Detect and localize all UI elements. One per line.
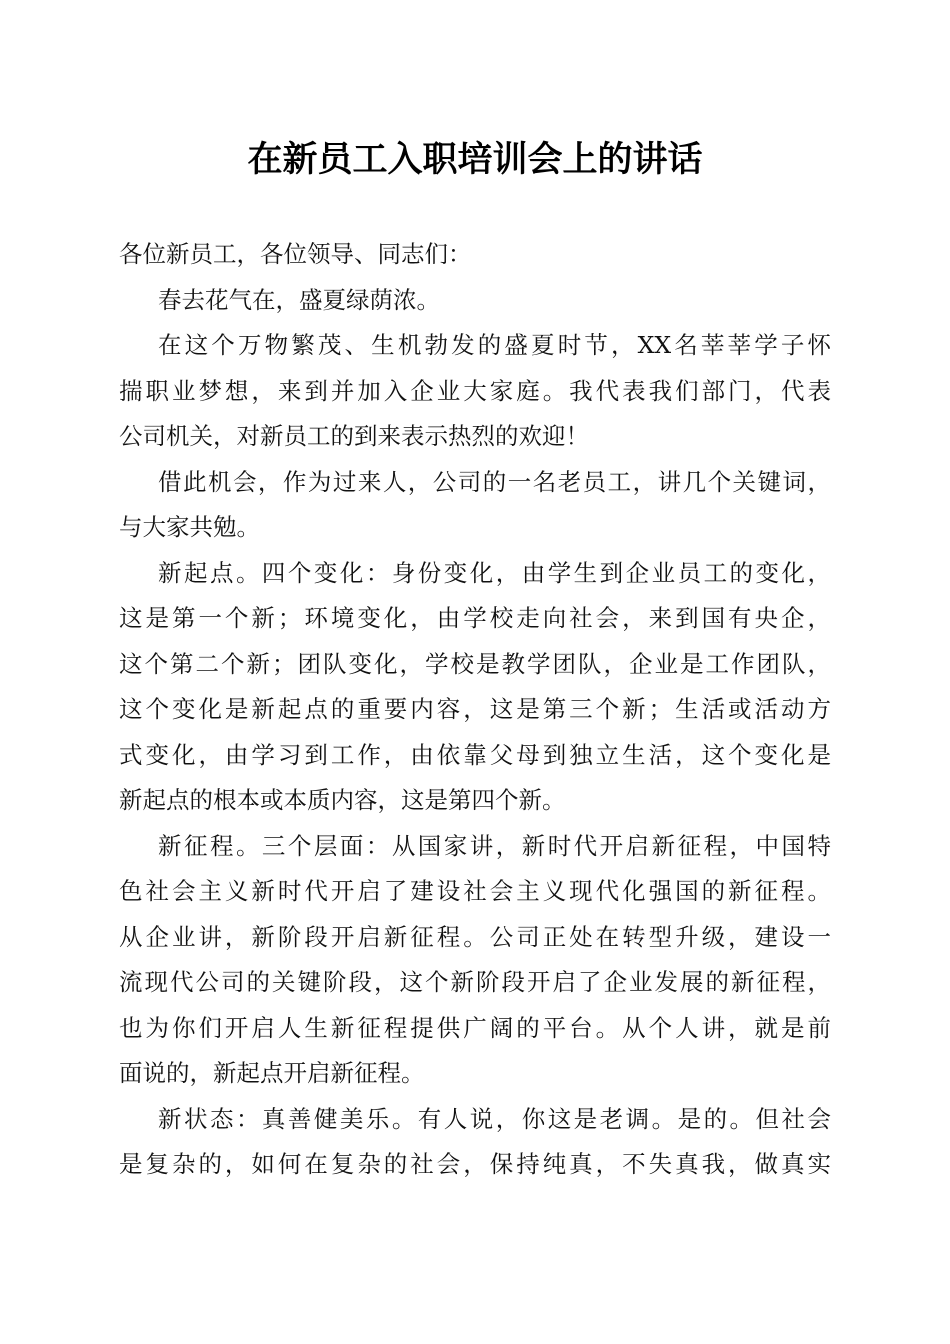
- text-line: 从企业讲，新阶段开启新征程。公司正处在转型升级，建设一: [119, 922, 831, 951]
- text-line: 面说的，新起点开启新征程。: [119, 1059, 425, 1087]
- text-line: 也为你们开启人生新征程提供广阔的平台。从个人讲，就是前: [119, 1013, 831, 1042]
- text-line: 新起点。四个变化：身份变化，由学生到企业员工的变化，: [158, 558, 831, 587]
- text-line: 这个第二个新；团队变化，学校是教学团队，企业是工作团队，: [119, 649, 831, 678]
- text-line: 与大家共勉。: [119, 513, 260, 541]
- text-line: 借此机会，作为过来人，公司的一名老员工，讲几个关键词，: [158, 467, 831, 496]
- text-line: 公司机关，对新员工的到来表示热烈的欢迎！: [119, 422, 589, 450]
- text-line: 新征程。三个层面：从国家讲，新时代开启新征程，中国特: [158, 831, 831, 860]
- text-line: 流现代公司的关键阶段，这个新阶段开启了企业发展的新征程，: [119, 968, 831, 996]
- text-line: 各位新员工，各位领导、同志们：: [119, 240, 472, 268]
- text-line: 式变化，由学习到工作，由依靠父母到独立生活，这个变化是: [119, 740, 831, 769]
- text-line: 新状态：真善健美乐。有人说，你这是老调。是的。但社会: [158, 1104, 831, 1133]
- text-line: 春去花气在，盛夏绿荫浓。: [158, 285, 440, 314]
- text-line: 在这个万物繁茂、生机勃发的盛夏时节，XX名莘莘学子怀: [158, 331, 831, 359]
- text-line: 色社会主义新时代开启了建设社会主义现代化强国的新征程。: [119, 877, 831, 905]
- text-line: 新起点的根本或本质内容，这是第四个新。: [119, 786, 566, 814]
- document-body: [119, 232, 831, 1188]
- document-title: 在新员工入职培训会上的讲话: [247, 139, 703, 180]
- text-line: 这是第一个新；环境变化，由学校走向社会，来到国有央企，: [119, 604, 831, 632]
- text-line: 是复杂的，如何在复杂的社会，保持纯真，不失真我，做真实: [119, 1150, 831, 1178]
- text-line: 这个变化是新起点的重要内容，这是第三个新；生活或活动方: [119, 695, 831, 723]
- text-line: 揣职业梦想，来到并加入企业大家庭。我代表我们部门，代表: [119, 376, 831, 405]
